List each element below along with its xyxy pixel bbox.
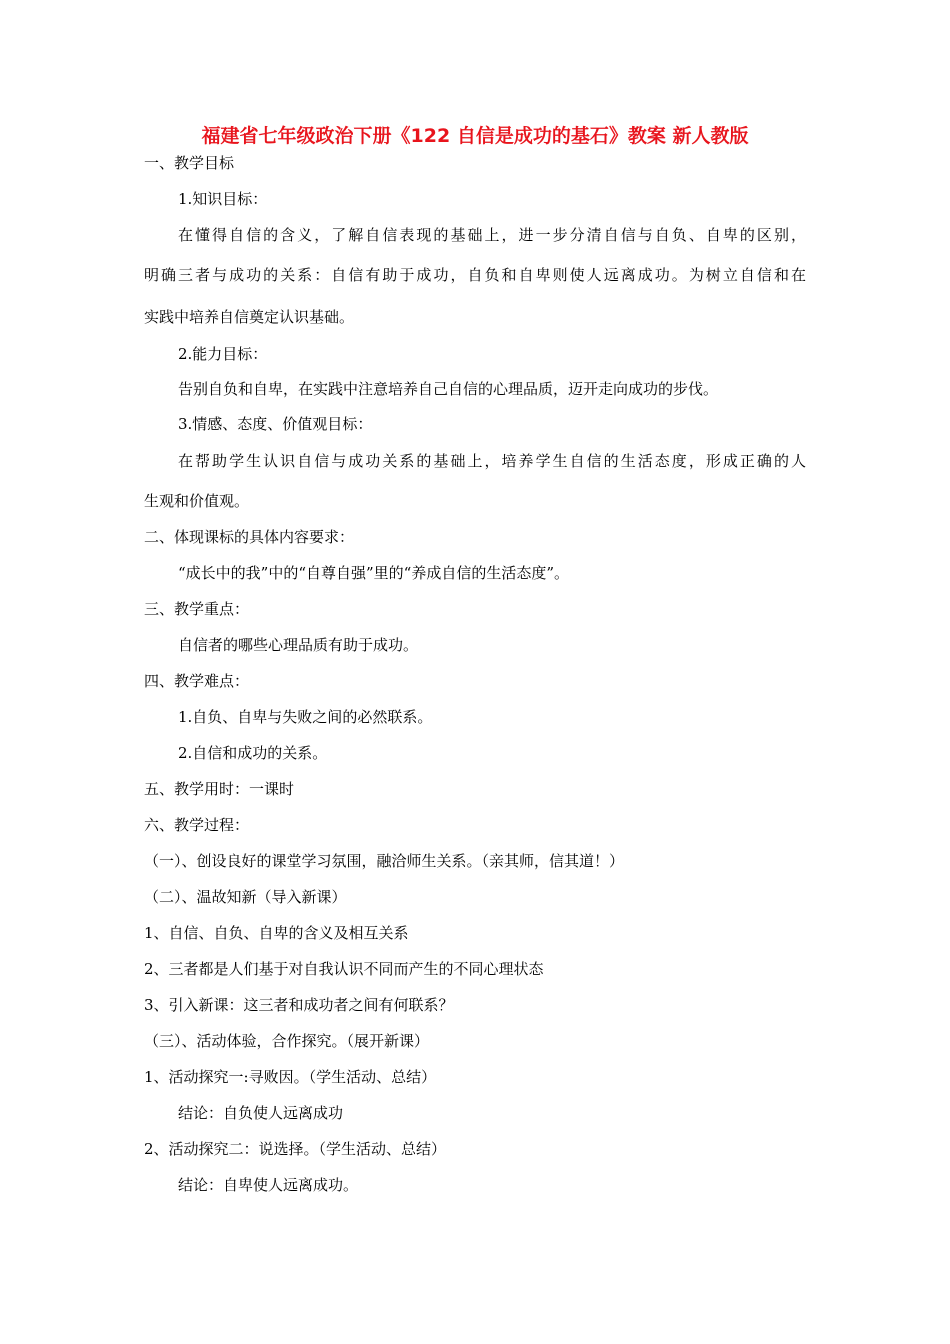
subheading-knowledge: 1.知识目标： (178, 190, 268, 208)
process-step: （二）、温故知新（导入新课） (144, 888, 347, 906)
list-item: 1、自信、自负、自卑的含义及相互关系 (144, 924, 409, 942)
list-item: 2、活动探究二：说选择。（学生活动、总结） (144, 1140, 447, 1158)
subheading-ability: 2.能力目标： (178, 345, 268, 363)
paragraph-line: “成长中的我”中的“自尊自强”里的“养成自信的生活态度”。 (178, 564, 570, 582)
section-heading-key-points: 三、教学重点： (144, 600, 250, 618)
process-step: （三）、活动体验，合作探究。（展开新课） (144, 1032, 430, 1050)
conclusion-line: 结论：自卑使人远离成功。 (178, 1176, 359, 1194)
section-heading-standards: 二、体现课标的具体内容要求： (144, 528, 355, 546)
list-item: 1、活动探究一:寻败因。（学生活动、总结） (144, 1068, 437, 1086)
list-item: 2、三者都是人们基于对自我认识不同而产生的不同心理状态 (144, 960, 544, 978)
process-step: （一）、创设良好的课堂学习氛围，融洽师生关系。（亲其师，信其道！） (144, 852, 625, 870)
list-item: 2.自信和成功的关系。 (178, 744, 328, 762)
list-item: 1.自负、自卑与失败之间的必然联系。 (178, 708, 433, 726)
list-item: 3、引入新课：这三者和成功者之间有何联系？ (144, 996, 454, 1014)
paragraph-line: 实践中培养自信奠定认识基础。 (144, 308, 355, 326)
section-heading-duration: 五、教学用时：一课时 (144, 780, 295, 798)
section-heading-objectives: 一、教学目标 (144, 154, 235, 172)
paragraph-line: 生观和价值观。 (144, 492, 250, 510)
paragraph-line: 明确三者与成功的关系：自信有助于成功，自负和自卑则使人远离成功。为树立自信和在 (144, 266, 806, 284)
document-title: 福建省七年级政治下册《122 自信是成功的基石》教案 新人教版 (201, 125, 749, 147)
paragraph-line: 自信者的哪些心理品质有助于成功。 (178, 636, 419, 654)
paragraph-line: 在懂得自信的含义，了解自信表现的基础上，进一步分清自信与自负、自卑的区别， (178, 226, 806, 244)
section-heading-process: 六、教学过程： (144, 816, 250, 834)
paragraph-line: 告别自负和自卑，在实践中注意培养自己自信的心理品质，迈开走向成功的步伐。 (178, 380, 719, 398)
paragraph-line: 在帮助学生认识自信与成功关系的基础上，培养学生自信的生活态度，形成正确的人 (178, 452, 806, 470)
section-heading-difficulties: 四、教学难点： (144, 672, 250, 690)
subheading-emotion: 3.情感、态度、价值观目标： (178, 415, 373, 433)
conclusion-line: 结论：自负使人远离成功 (178, 1104, 344, 1122)
